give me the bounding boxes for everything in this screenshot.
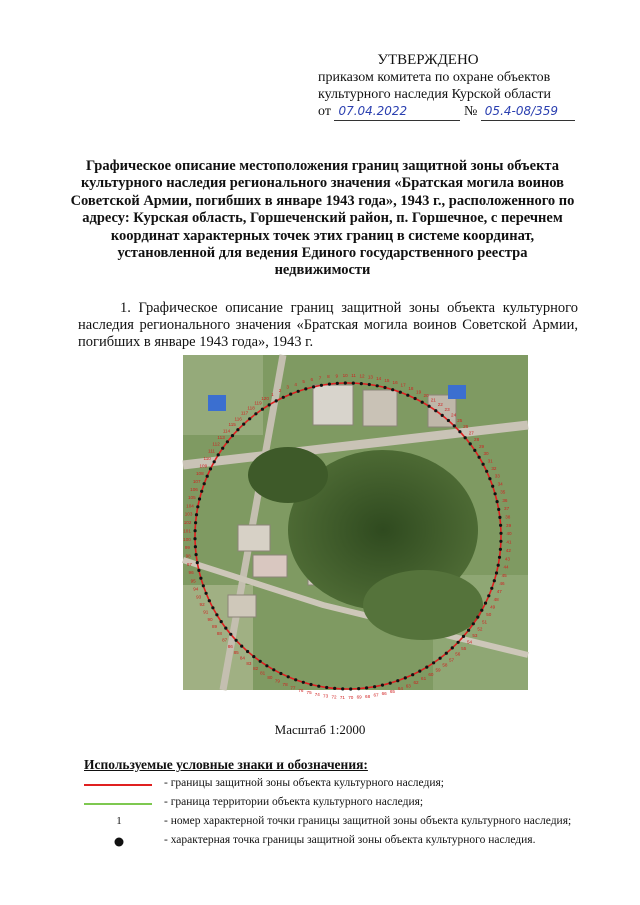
boundary-point-label: 57 bbox=[448, 657, 455, 663]
map-building-blue bbox=[208, 395, 226, 411]
boundary-point bbox=[376, 384, 379, 387]
boundary-point-label: 106 bbox=[190, 486, 198, 492]
legend-point-symbol bbox=[84, 834, 154, 850]
boundary-point bbox=[490, 587, 493, 590]
boundary-point bbox=[221, 447, 224, 450]
boundary-point-label: 42 bbox=[505, 548, 511, 553]
boundary-point bbox=[297, 390, 300, 393]
boundary-point bbox=[478, 456, 481, 459]
boundary-point bbox=[497, 508, 500, 511]
approval-line-1: приказом комитета по охране объектов bbox=[318, 70, 551, 85]
boundary-point-label: 95 bbox=[190, 578, 196, 584]
map-trees bbox=[363, 570, 483, 640]
boundary-point bbox=[317, 685, 320, 688]
boundary-point-label: 3 bbox=[286, 384, 289, 390]
boundary-point bbox=[425, 666, 428, 669]
boundary-point bbox=[451, 646, 454, 649]
boundary-point bbox=[441, 414, 444, 417]
boundary-point bbox=[202, 584, 205, 587]
boundary-point bbox=[464, 436, 467, 439]
boundary-point-label: 101 bbox=[183, 528, 191, 534]
boundary-point bbox=[495, 571, 498, 574]
boundary-point bbox=[445, 652, 448, 655]
boundary-point bbox=[496, 500, 499, 503]
boundary-point bbox=[196, 561, 199, 564]
boundary-point-label: 18 bbox=[408, 385, 414, 391]
boundary-point-label: 83 bbox=[246, 660, 252, 666]
boundary-point-label: 26 bbox=[463, 424, 469, 430]
boundary-point-label: 81 bbox=[260, 670, 266, 676]
boundary-point-label: 54 bbox=[466, 639, 473, 645]
map-graphic bbox=[183, 355, 528, 700]
boundary-point-label: 79 bbox=[274, 678, 280, 684]
boundary-point bbox=[193, 537, 196, 540]
boundary-point bbox=[199, 577, 202, 580]
boundary-point bbox=[268, 403, 271, 406]
boundary-point-label: 23 bbox=[444, 407, 450, 413]
boundary-point-label: 38 bbox=[505, 514, 511, 520]
map-building bbox=[238, 525, 270, 551]
map-building bbox=[313, 385, 353, 425]
boundary-point-label: 31 bbox=[487, 458, 493, 464]
boundary-point-label: 105 bbox=[187, 495, 196, 501]
boundary-point-label: 76 bbox=[298, 688, 304, 693]
boundary-point bbox=[194, 521, 197, 524]
boundary-point-label: 20 bbox=[423, 393, 429, 399]
boundary-point-label: 43 bbox=[504, 556, 510, 562]
boundary-point bbox=[294, 678, 297, 681]
boundary-point bbox=[275, 399, 278, 402]
boundary-point bbox=[421, 401, 424, 404]
boundary-point bbox=[373, 685, 376, 688]
boundary-point bbox=[487, 594, 490, 597]
boundary-point bbox=[488, 477, 491, 480]
boundary-point bbox=[485, 470, 488, 473]
boundary-point bbox=[493, 579, 496, 582]
boundary-point bbox=[399, 391, 402, 394]
boundary-point-label: 15 bbox=[384, 377, 390, 383]
boundary-point-label: 114 bbox=[222, 428, 231, 434]
boundary-point bbox=[352, 382, 355, 385]
map-building-blue bbox=[448, 385, 466, 399]
boundary-point bbox=[476, 616, 479, 619]
boundary-point-label: 59 bbox=[435, 667, 441, 673]
boundary-point-label: 115 bbox=[228, 422, 236, 428]
boundary-point-label: 45 bbox=[501, 572, 507, 578]
boundary-point-label: 35 bbox=[500, 489, 506, 495]
boundary-point-label: 116 bbox=[234, 416, 242, 422]
approval-signature-line bbox=[318, 103, 618, 121]
legend-green-text: - граница территории объекта культурного наследия; bbox=[164, 796, 424, 808]
boundary-point-label: 84 bbox=[239, 655, 245, 661]
boundary-point-label: 49 bbox=[490, 604, 496, 610]
boundary-point bbox=[368, 383, 371, 386]
boundary-point bbox=[391, 388, 394, 391]
boundary-point-label: 8 bbox=[327, 374, 330, 380]
boundary-point bbox=[309, 683, 312, 686]
boundary-point bbox=[434, 409, 437, 412]
boundary-point bbox=[289, 393, 292, 396]
boundary-point-label: 75 bbox=[306, 690, 312, 696]
boundary-point-label: 102 bbox=[183, 520, 192, 525]
boundary-point-label: 60 bbox=[428, 672, 434, 677]
boundary-point bbox=[499, 532, 502, 535]
boundary-point bbox=[333, 687, 336, 690]
boundary-point bbox=[236, 428, 239, 431]
boundary-point bbox=[404, 676, 407, 679]
boundary-point bbox=[254, 412, 257, 415]
boundary-point bbox=[287, 675, 290, 678]
legend-point-text: - характерная точка границы защитной зоны объекта культурного наследия. bbox=[164, 834, 536, 846]
boundary-point-label: 21 bbox=[430, 397, 436, 403]
legend-row-green bbox=[84, 796, 604, 812]
boundary-point bbox=[389, 682, 392, 685]
boundary-point-label: 5 bbox=[302, 379, 305, 385]
boundary-point-label: 90 bbox=[207, 616, 213, 622]
boundary-point bbox=[224, 627, 227, 630]
boundary-point bbox=[469, 442, 472, 445]
boundary-point-label: 4 bbox=[294, 381, 297, 387]
boundary-point bbox=[499, 540, 502, 543]
boundary-point-label: 92 bbox=[199, 602, 205, 607]
boundary-point-label: 72 bbox=[331, 694, 337, 700]
boundary-point-label: 29 bbox=[478, 444, 485, 449]
boundary-point-label: 7 bbox=[318, 375, 322, 381]
boundary-point-label: 13 bbox=[367, 374, 373, 380]
boundary-point-label: 103 bbox=[184, 511, 193, 517]
approval-number: 05.4-08/359 bbox=[481, 103, 575, 121]
boundary-point bbox=[497, 564, 500, 567]
boundary-point bbox=[325, 686, 328, 689]
boundary-point bbox=[220, 620, 223, 623]
boundary-point-label: 100 bbox=[183, 536, 191, 542]
boundary-point bbox=[484, 602, 487, 605]
boundary-point bbox=[261, 408, 264, 411]
boundary-point-label: 66 bbox=[381, 690, 387, 696]
boundary-point-label: 110 bbox=[203, 455, 211, 461]
boundary-point-label: 14 bbox=[376, 376, 382, 381]
boundary-point bbox=[494, 492, 497, 495]
boundary-point bbox=[282, 396, 285, 399]
legend-green-line-symbol bbox=[84, 796, 154, 812]
boundary-point-label: 36 bbox=[502, 497, 508, 503]
boundary-point-label: 99 bbox=[184, 545, 190, 551]
boundary-point bbox=[349, 687, 352, 690]
boundary-point bbox=[196, 505, 199, 508]
boundary-point bbox=[499, 548, 502, 551]
boundary-point-label: 68 bbox=[365, 693, 371, 699]
boundary-point-label: 117 bbox=[240, 410, 249, 416]
boundary-point bbox=[467, 629, 470, 632]
boundary-point-label: 62 bbox=[413, 679, 419, 685]
boundary-point bbox=[357, 687, 360, 690]
boundary-point-label: 73 bbox=[323, 693, 329, 699]
boundary-point-label: 41 bbox=[506, 539, 512, 545]
boundary-point bbox=[217, 453, 220, 456]
map-building bbox=[363, 390, 397, 426]
map-scale: Масштаб 1:2000 bbox=[274, 722, 366, 737]
boundary-point-label: 98 bbox=[185, 553, 191, 559]
boundary-point-label: 104 bbox=[186, 503, 194, 509]
boundary-point-label: 27 bbox=[468, 430, 474, 436]
boundary-point-label: 58 bbox=[442, 662, 448, 668]
boundary-point-label: 112 bbox=[212, 441, 220, 447]
boundary-point bbox=[265, 664, 268, 667]
boundary-point bbox=[498, 516, 501, 519]
legend-red-text: - границы защитной зоны объекта культурного наследия; bbox=[164, 777, 444, 789]
boundary-point bbox=[208, 599, 211, 602]
from-label: от bbox=[318, 104, 331, 119]
boundary-point bbox=[206, 475, 209, 478]
boundary-point-label: 88 bbox=[216, 630, 222, 636]
map-building bbox=[228, 595, 256, 617]
boundary-point-label: 69 bbox=[356, 694, 362, 700]
boundary-point bbox=[272, 668, 275, 671]
boundary-point-label: 65 bbox=[389, 688, 395, 694]
boundary-point-label: 70 bbox=[348, 695, 354, 700]
boundary-point-label: 111 bbox=[208, 448, 215, 454]
boundary-point bbox=[235, 639, 238, 642]
boundary-point-label: 16 bbox=[392, 380, 398, 385]
boundary-point-label: 108 bbox=[195, 471, 204, 477]
boundary-point-label: 94 bbox=[193, 586, 199, 592]
boundary-point-label: 118 bbox=[247, 405, 255, 411]
boundary-point bbox=[194, 529, 197, 532]
boundary-point bbox=[203, 482, 206, 485]
boundary-point bbox=[195, 513, 198, 516]
boundary-point-label: 119 bbox=[254, 400, 262, 406]
boundary-point-label: 113 bbox=[217, 434, 225, 440]
boundary-point-label: 82 bbox=[253, 665, 259, 671]
section-paragraph bbox=[78, 300, 578, 351]
boundary-point-label: 17 bbox=[400, 382, 406, 388]
boundary-point-label: 22 bbox=[437, 402, 443, 408]
boundary-point-label: 91 bbox=[203, 609, 209, 615]
boundary-point bbox=[360, 382, 363, 385]
boundary-point bbox=[491, 485, 494, 488]
boundary-point-label: 56 bbox=[455, 651, 461, 657]
legend-number-symbol: 1 bbox=[116, 815, 122, 827]
boundary-point bbox=[365, 686, 368, 689]
boundary-point-label: 74 bbox=[314, 692, 320, 697]
boundary-point bbox=[197, 569, 200, 572]
boundary-point-label: 55 bbox=[461, 645, 467, 651]
boundary-point bbox=[211, 606, 214, 609]
boundary-point bbox=[279, 672, 282, 675]
boundary-point bbox=[482, 463, 485, 466]
boundary-point bbox=[383, 386, 386, 389]
document-title: Графическое описание местоположения границ защитной зоны объекта культурного наследия регионального значения «Братская могила воинов Советской Армии, погибших в январе 1943 года», 1943 г., расположенного по адресу: Курская область, Горшеченский район, п. Горшечное, с перечнем координат характерных точек этих границ в системе координат, установленной для ведения Единого государственного реестра недвижимости bbox=[70, 158, 575, 279]
boundary-point bbox=[498, 556, 501, 559]
boundary-point-label: 61 bbox=[421, 676, 427, 682]
boundary-point bbox=[439, 657, 442, 660]
boundary-point bbox=[418, 670, 421, 673]
boundary-point bbox=[406, 394, 409, 397]
boundary-point bbox=[428, 405, 431, 408]
boundary-point bbox=[328, 383, 331, 386]
boundary-point bbox=[205, 592, 208, 595]
boundary-point-label: 80 bbox=[267, 674, 273, 680]
boundary-point bbox=[242, 423, 245, 426]
boundary-point bbox=[344, 381, 347, 384]
boundary-point bbox=[209, 467, 212, 470]
boundary-point-label: 24 bbox=[451, 412, 457, 418]
boundary-point bbox=[194, 545, 197, 548]
legend-row-red bbox=[84, 777, 604, 793]
boundary-point-label: 30 bbox=[483, 451, 489, 457]
boundary-point bbox=[473, 449, 476, 452]
map-building bbox=[253, 555, 287, 577]
section-text: 1. Графическое описание границ защитной зоны объекта культурного наследия регионального значения «Братская могила воинов Советской Армии, погибших в январе 1943 года», 1943 г. bbox=[78, 300, 578, 350]
boundary-point bbox=[312, 385, 315, 388]
boundary-point-label: 93 bbox=[196, 594, 202, 600]
boundary-point-label: 71 bbox=[339, 694, 345, 700]
boundary-point bbox=[472, 622, 475, 625]
boundary-point-label: 10 bbox=[342, 373, 348, 378]
boundary-point-label: 67 bbox=[373, 692, 379, 698]
legend-title: Используемые условные знаки и обозначения: bbox=[84, 757, 368, 772]
boundary-point bbox=[215, 613, 218, 616]
boundary-point bbox=[462, 635, 465, 638]
boundary-point bbox=[432, 661, 435, 664]
boundary-point-label: 37 bbox=[504, 506, 510, 511]
boundary-point bbox=[447, 419, 450, 422]
boundary-point-label: 1 bbox=[271, 391, 274, 397]
boundary-point-label: 40 bbox=[506, 531, 512, 537]
boundary-point-label: 47 bbox=[496, 589, 502, 595]
approval-line-2: культурного наследия Курской области bbox=[318, 87, 552, 102]
boundary-point-label: 87 bbox=[222, 637, 228, 643]
boundary-point-label: 34 bbox=[497, 481, 503, 487]
boundary-point bbox=[480, 609, 483, 612]
boundary-point-label: 97 bbox=[186, 562, 192, 567]
boundary-point bbox=[457, 641, 460, 644]
boundary-point-label: 39 bbox=[506, 522, 512, 528]
boundary-point-label: 32 bbox=[491, 466, 497, 471]
boundary-point-label: 44 bbox=[503, 564, 509, 570]
boundary-point bbox=[200, 490, 203, 493]
boundary-point-label: 2 bbox=[278, 388, 282, 394]
boundary-point-label: 11 bbox=[351, 373, 356, 379]
approval-block bbox=[318, 52, 618, 121]
boundary-point bbox=[414, 397, 417, 400]
boundary-point-label: 25 bbox=[457, 418, 463, 424]
boundary-point-label: 33 bbox=[494, 473, 500, 479]
boundary-point-label: 6 bbox=[310, 377, 314, 383]
satellite-map bbox=[183, 355, 528, 700]
boundary-point-label: 12 bbox=[359, 373, 365, 379]
boundary-point bbox=[499, 524, 502, 527]
approval-header: УТВЕРЖДЕНО bbox=[377, 52, 479, 68]
boundary-point-label: 48 bbox=[493, 596, 499, 602]
boundary-point-label: 89 bbox=[211, 624, 218, 629]
boundary-point bbox=[231, 434, 234, 437]
boundary-point bbox=[198, 497, 201, 500]
boundary-point-label: 52 bbox=[477, 626, 483, 632]
boundary-point bbox=[229, 633, 232, 636]
boundary-point bbox=[396, 679, 399, 682]
boundary-point-label: 78 bbox=[282, 682, 288, 688]
boundary-point-label: 96 bbox=[188, 570, 194, 576]
boundary-point bbox=[252, 655, 255, 658]
boundary-point bbox=[248, 417, 251, 420]
boundary-point-label: 109 bbox=[199, 463, 208, 469]
approval-date: 07.04.2022 bbox=[334, 103, 460, 121]
boundary-point bbox=[458, 430, 461, 433]
boundary-point-label: 51 bbox=[481, 619, 488, 625]
boundary-point bbox=[341, 687, 344, 690]
boundary-point-label: 9 bbox=[335, 373, 339, 379]
boundary-point bbox=[302, 681, 305, 684]
boundary-point-label: 64 bbox=[397, 686, 403, 692]
boundary-point-label: 86 bbox=[227, 643, 233, 649]
boundary-point-label: 50 bbox=[486, 612, 492, 618]
map-trees bbox=[248, 447, 328, 503]
boundary-point bbox=[411, 673, 414, 676]
boundary-point bbox=[195, 553, 198, 556]
boundary-point-label: 19 bbox=[416, 389, 422, 395]
legend-number-text: - номер характерной точки границы защитной зоны объекта культурного наследия; bbox=[164, 815, 572, 827]
boundary-point bbox=[246, 650, 249, 653]
boundary-point bbox=[320, 384, 323, 387]
legend-row-number bbox=[84, 815, 604, 831]
boundary-point bbox=[304, 387, 307, 390]
boundary-point-label: 46 bbox=[499, 581, 505, 587]
legend-red-line-symbol bbox=[84, 777, 154, 793]
legend-row-point bbox=[84, 834, 604, 850]
boundary-point-label: 28 bbox=[474, 437, 480, 443]
boundary-point-label: 63 bbox=[405, 683, 411, 689]
number-label: № bbox=[463, 104, 478, 119]
boundary-point bbox=[213, 460, 216, 463]
boundary-point-label: 120 bbox=[261, 396, 269, 401]
boundary-point bbox=[226, 440, 229, 443]
boundary-point bbox=[381, 684, 384, 687]
boundary-point-label: 85 bbox=[233, 649, 239, 655]
boundary-point bbox=[336, 382, 339, 385]
boundary-point-label: 107 bbox=[192, 478, 201, 484]
boundary-point bbox=[453, 424, 456, 427]
boundary-point bbox=[240, 645, 243, 648]
boundary-point-label: 77 bbox=[290, 685, 296, 691]
boundary-point bbox=[259, 660, 262, 663]
boundary-point-label: 53 bbox=[472, 633, 478, 639]
